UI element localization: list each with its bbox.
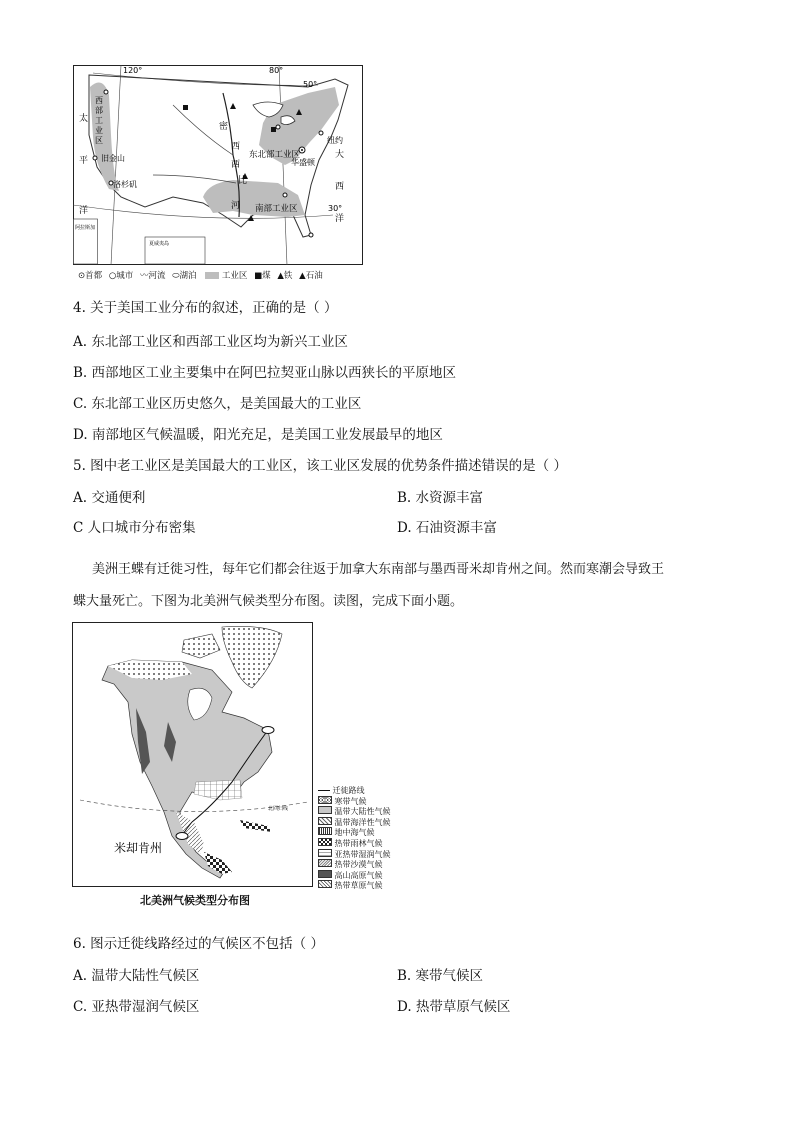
q4-stem: 4. 关于美国工业分布的叙述，正确的是（ ） [73, 300, 338, 316]
river-legend-icon: 〰 [139, 271, 149, 281]
q5-option-d[interactable]: D. 石油资源丰富 [397, 520, 497, 536]
tropic-label: 北回归线 [268, 806, 289, 812]
svg-text:西: 西 [335, 182, 345, 192]
map1-legend: ⊙首都 ○城市 〰河流 ⬭湖泊 工业区 ■煤 ▲铁 ▲石油 [78, 271, 323, 281]
q6-option-b[interactable]: B. 寒带气候区 [397, 968, 484, 984]
coal-icon [183, 105, 188, 110]
svg-text:工: 工 [95, 116, 103, 125]
us-industry-map [73, 65, 363, 265]
q6-option-c[interactable]: C. 亚热带湿润气候区 [73, 999, 200, 1015]
south-label: 南部工业区 [255, 204, 298, 214]
svg-text:夏威夷岛: 夏威夷岛 [149, 241, 170, 247]
svg-text:西: 西 [231, 142, 241, 152]
svg-text:区: 区 [95, 136, 103, 145]
svg-text:洛杉矶: 洛杉矶 [113, 180, 137, 189]
city-icon [319, 131, 323, 135]
lat-30: 30° [328, 204, 343, 213]
lon-120: 120° [123, 66, 143, 75]
q6-option-a[interactable]: A. 温带大陆性气候区 [73, 968, 200, 984]
iron-legend-icon: ▲ [277, 271, 284, 281]
city-icon [276, 125, 280, 129]
passage-line-2: 蝶大量死亡。下图为北美洲气候类型分布图。读图，完成下面小题。 [73, 594, 464, 609]
q4-option-d[interactable]: D. 南部地区气候温暖，阳光充足，是美国工业发展最早的地区 [73, 427, 443, 443]
michoacan-label: 米却肯州 [114, 841, 163, 855]
city-icon [309, 233, 313, 237]
coal-legend-icon: ■ [254, 271, 263, 281]
map2-legend: 迁徙路线 寒带气候 温带大陆性气候 温带海洋性气候 地中海气候 热带雨林气候 亚热带湿润气候 热带沙漠气候 高山高原气候 热带草原气候 [318, 786, 391, 891]
svg-text:密: 密 [219, 122, 229, 132]
q4-option-c[interactable]: C. 东北部工业区历史悠久，是美国最大的工业区 [73, 396, 362, 412]
q6-stem: 6. 图示迁徙线路经过的气候区不包括（ ） [73, 936, 324, 952]
q5-stem: 5. 图中老工业区是美国最大的工业区，该工业区发展的优势条件描述错误的是（ ） [73, 458, 567, 474]
lake-legend-icon: ⬭ [172, 271, 180, 281]
svg-text:旧金山: 旧金山 [101, 154, 125, 163]
capital-legend-icon: ⊙ [78, 271, 86, 281]
city-icon [283, 193, 287, 197]
oil-legend-icon: ▲ [299, 271, 306, 281]
industrial-area-legend-icon [205, 272, 219, 279]
svg-text:纽约: 纽约 [327, 136, 343, 145]
q6-option-d[interactable]: D. 热带草原气候区 [397, 999, 511, 1015]
svg-text:河: 河 [231, 201, 241, 211]
q5-option-a[interactable]: A. 交通便利 [73, 490, 146, 506]
city-legend-icon: ○ [108, 271, 117, 281]
lon-80: 80° [269, 66, 284, 75]
q4-option-a[interactable]: A. 东北部工业区和西部工业区均为新兴工业区 [73, 334, 348, 350]
q4-option-b[interactable]: B. 西部地区工业主要集中在阿巴拉契亚山脉以西狭长的平原地区 [73, 365, 457, 381]
svg-text:华盛顿: 华盛顿 [291, 158, 315, 167]
lat-50: 50° [303, 80, 318, 89]
q5-option-c[interactable]: C 人口城市分布密集 [73, 520, 196, 536]
svg-text:太: 太 [79, 114, 89, 124]
city-icon [104, 90, 108, 94]
map2-caption: 北美洲气候类型分布图 [140, 894, 250, 907]
svg-text:洋: 洋 [79, 206, 89, 216]
svg-text:比: 比 [238, 176, 248, 186]
north-america-climate-map [72, 622, 313, 887]
svg-text:西: 西 [231, 160, 241, 170]
passage-line-1: 美洲王蝶有迁徙习性，每年它们都会往返于加拿大东南部与墨西哥米却肯州之间。然而寒潮会导致王 [92, 562, 665, 577]
svg-text:大: 大 [335, 150, 345, 160]
svg-text:平: 平 [79, 156, 89, 166]
route-legend-icon [318, 790, 330, 791]
q5-option-b[interactable]: B. 水资源丰富 [397, 490, 484, 506]
svg-text:业: 业 [95, 126, 103, 135]
city-icon [93, 156, 97, 160]
northeast-label: 东北部工业区 [249, 150, 301, 160]
coal-icon [271, 127, 276, 132]
svg-text:洋: 洋 [335, 214, 345, 224]
svg-text:阿拉斯加: 阿拉斯加 [75, 225, 96, 231]
svg-text:部: 部 [95, 106, 103, 115]
svg-text:西: 西 [95, 96, 103, 105]
